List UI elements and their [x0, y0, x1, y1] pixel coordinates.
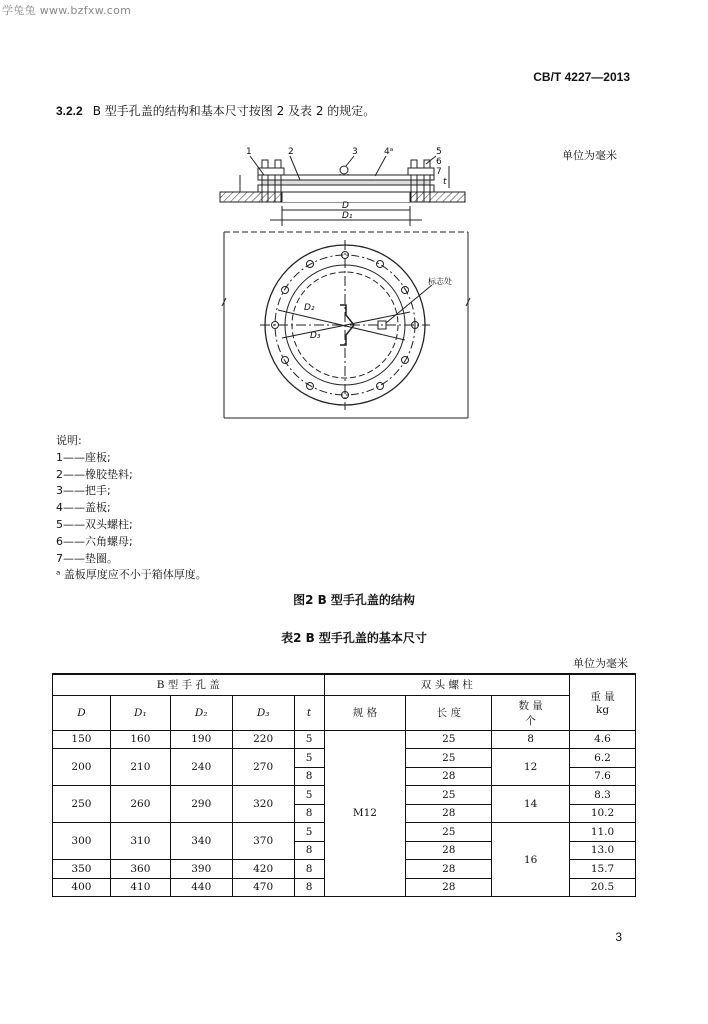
cell-weight: 20.5 — [570, 878, 636, 897]
cell-weight: 11.0 — [570, 823, 636, 842]
cell-qty: 8 — [492, 730, 570, 749]
note-item: 4——盖板; — [56, 501, 111, 515]
dimension-table — [52, 673, 636, 897]
cell-length: 25 — [406, 749, 492, 768]
header-qty — [492, 695, 570, 730]
cell-D2: 190 — [170, 730, 232, 749]
cell-length: 28 — [406, 767, 492, 786]
plan-view — [222, 232, 470, 418]
cell-D1: 260 — [110, 786, 170, 823]
cell-D2: 240 — [170, 749, 232, 786]
cell-D1: 410 — [110, 878, 170, 897]
cell-D: 350 — [53, 860, 111, 879]
callout-6: 6 — [436, 157, 442, 167]
cell-D1: 210 — [110, 749, 170, 786]
cell-t: 5 — [294, 749, 324, 768]
cell-t: 8 — [294, 767, 324, 786]
watermark: 学兔兔 www.bzfxw.com — [2, 4, 132, 17]
header-spec: 规 格 — [324, 695, 406, 730]
dim-D1: D₁ — [342, 211, 353, 221]
cell-length: 25 — [406, 730, 492, 749]
note-footnote: ᵃ 盖板厚度应不小于箱体厚度。 — [56, 568, 207, 582]
cell-D: 250 — [53, 786, 111, 823]
dim-D3: D₃ — [310, 331, 321, 341]
cell-D3: 220 — [232, 730, 294, 749]
note-item: 1——座板; — [56, 450, 111, 464]
cell-t: 8 — [294, 860, 324, 879]
cell-t: 5 — [294, 786, 324, 805]
cell-D1: 360 — [110, 860, 170, 879]
table-unit: 单位为毫米 — [573, 657, 628, 670]
cell-weight: 6.2 — [570, 749, 636, 768]
callout-3: 3 — [352, 147, 358, 157]
cell-qty: 12 — [492, 749, 570, 786]
note-item: 2——橡胶垫料; — [56, 467, 133, 481]
cell-D3: 270 — [232, 749, 294, 786]
header-group-stud: 双 头 螺 柱 — [324, 674, 570, 695]
header-D1: D₁ — [110, 695, 170, 730]
callout-5: 5 — [436, 147, 442, 157]
header-D2: D₂ — [170, 695, 232, 730]
cell-D: 200 — [53, 749, 111, 786]
cell-D1: 160 — [110, 730, 170, 749]
cell-D3: 370 — [232, 823, 294, 860]
cell-D2: 340 — [170, 823, 232, 860]
cell-qty: 16 — [492, 823, 570, 897]
clause-text: B 型手孔盖的结构和基本尺寸按图 2 及表 2 的规定。 — [92, 104, 376, 118]
dim-D2: D₂ — [304, 303, 315, 313]
header-t: t — [294, 695, 324, 730]
header-D: D — [53, 695, 111, 730]
callout-2: 2 — [288, 147, 294, 157]
dim-D: D — [342, 201, 349, 211]
cell-t: 8 — [294, 878, 324, 897]
note-item: 5——双头螺柱; — [56, 517, 133, 531]
notes-title: 说明: — [56, 434, 82, 447]
header-weight-unit: kg — [595, 703, 610, 716]
cell-D2: 390 — [170, 860, 232, 879]
cell-length: 28 — [406, 860, 492, 879]
note-item: 3——把手; — [56, 484, 111, 498]
callout-1: 1 — [246, 147, 252, 157]
figure-unit: 单位为毫米 — [562, 149, 617, 162]
cell-spec: M12 — [324, 730, 406, 897]
cell-D: 400 — [53, 878, 111, 897]
header-weight-label: 重 量 — [590, 690, 615, 703]
clause-3-2-2 — [56, 102, 375, 119]
note-item: 7——垫圈。 — [56, 551, 118, 565]
cell-t: 8 — [294, 804, 324, 823]
figure-2-drawing — [200, 140, 490, 425]
cell-weight: 10.2 — [570, 804, 636, 823]
cell-D2: 440 — [170, 878, 232, 897]
cell-length: 28 — [406, 804, 492, 823]
callout-4: 4ᵃ — [384, 147, 394, 157]
note-item: 6——六角螺母; — [56, 534, 133, 548]
table-row — [53, 730, 636, 749]
figure-caption: 图2 B 型手孔盖的结构 — [293, 593, 415, 607]
cell-weight: 7.6 — [570, 767, 636, 786]
header-qty-unit: 个 — [525, 714, 536, 727]
cell-t: 5 — [294, 730, 324, 749]
page-number: 3 — [615, 930, 622, 944]
table-caption: 表2 B 型手孔盖的基本尺寸 — [281, 631, 427, 645]
cell-D: 150 — [53, 730, 111, 749]
header-group-cover: B 型 手 孔 盖 — [53, 674, 325, 695]
cell-length: 25 — [406, 823, 492, 842]
cell-length: 28 — [406, 841, 492, 860]
standard-code: CB/T 4227—2013 — [533, 70, 630, 84]
cell-weight: 8.3 — [570, 786, 636, 805]
header-D3: D₃ — [232, 695, 294, 730]
cell-weight: 13.0 — [570, 841, 636, 860]
mark-location-label: 标志处 — [428, 277, 452, 286]
callout-7: 7 — [436, 167, 442, 177]
dim-t: t — [443, 177, 447, 187]
cell-D3: 320 — [232, 786, 294, 823]
cell-weight: 15.7 — [570, 860, 636, 879]
header-weight — [570, 674, 636, 730]
figure-notes — [56, 433, 207, 584]
clause-number: 3.2.2 — [56, 104, 83, 118]
cell-D3: 470 — [232, 878, 294, 897]
cell-D1: 310 — [110, 823, 170, 860]
cell-length: 28 — [406, 878, 492, 897]
cell-D: 300 — [53, 823, 111, 860]
header-length: 长 度 — [406, 695, 492, 730]
cell-weight: 4.6 — [570, 730, 636, 749]
cell-t: 5 — [294, 823, 324, 842]
cell-qty: 14 — [492, 786, 570, 823]
cell-D3: 420 — [232, 860, 294, 879]
cell-length: 25 — [406, 786, 492, 805]
header-qty-label: 数 量 — [518, 699, 543, 712]
cell-t: 8 — [294, 841, 324, 860]
cell-D2: 290 — [170, 786, 232, 823]
